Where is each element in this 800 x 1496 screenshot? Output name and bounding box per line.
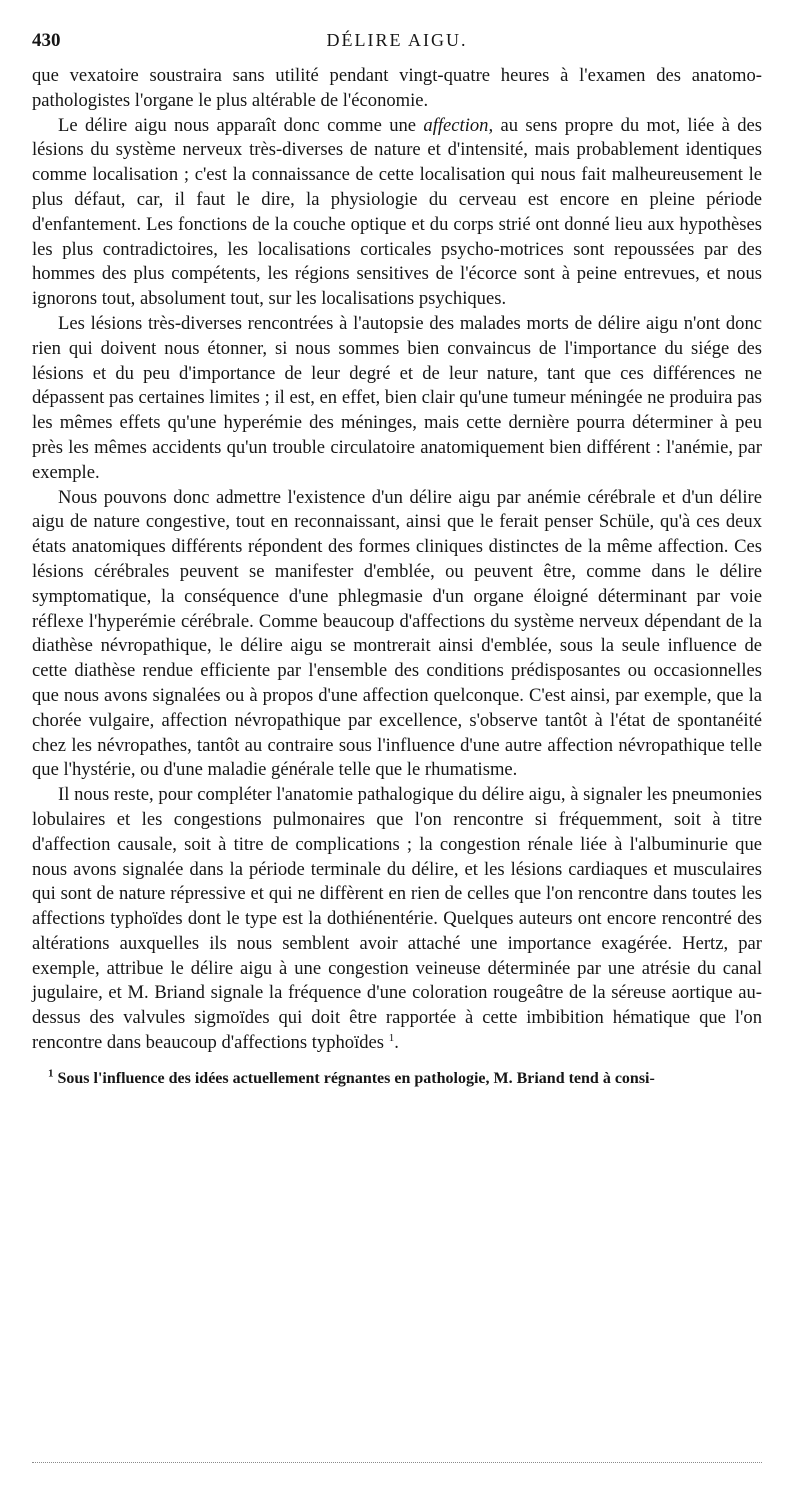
page-number: 430 — [32, 30, 61, 51]
emphasis-text: affection, — [423, 114, 494, 136]
paragraph — [32, 312, 762, 486]
footnote-text: Sous l'influence des idées actuellement régnantes en pathologie, M. Briand tend à consi- — [53, 1069, 655, 1087]
page-header — [32, 30, 762, 64]
footnote-reference: 1 — [388, 1031, 395, 1044]
paragraph-text: Le délire aigu nous apparaît donc comme une — [58, 114, 424, 136]
paragraph-text: au sens propre du mot, liée à des lésions du système nerveux très-diverses de nature et d'intensité, mais probablement identiques comme localisation ; c'est la connaissance de cette localisation qui nous fait malheureusement le plus défaut, car, il faut le dire, la physiologie du cerveau est encore en pleine période d'enfantement. Les fonctions de la couche optique et du corps strié ont donné lieu aux hypothèses les plus contradictoires, les localisations corticales psycho-motrices sont repoussées par des hommes des plus compétents, les régions sensitives de l'écorce sont à peine entrevues, et nous ignorons tout, absolument tout, sur les localisations psychiques. — [32, 114, 762, 310]
paragraph — [32, 486, 762, 784]
paragraph-text: . — [394, 1032, 399, 1054]
paragraph-text: Les lésions très-diverses rencontrées à l'autopsie des malades morts de délire aigu n'ont donc rien qui doivent nous étonner, si nous sommes bien convaincus de l'importance du siége des lésions et du peu d'importance de leur degré et de leur nature, tant que ces différences ne dépassent pas certaines limites ; il est, en effet, bien clair qu'une tumeur méningée ne produira pas les mêmes effets qu'une hyperémie des méninges, mais cette dernière pourra déterminer à peu près les mêmes accidents qu'un trouble circulatoire anatomiquement bien différent : l'anémie, par exemple. — [32, 312, 762, 483]
body-text — [32, 64, 762, 1056]
paragraph-text: que vexatoire soustraira sans utilité pendant vingt-quatre heures à l'examen des anatomo-pathologistes l'organe le plus altérable de l'économie. — [32, 65, 762, 111]
paragraph-text: Il nous reste, pour compléter l'anatomie pathalogique du délire aigu, à signaler les pneumonies lobulaires et les congestions pulmonaires que l'on rencontre si fréquemment, soit à titre d'affection causale, soit à titre de complications ; la congestion rénale liée à l'albuminurie que nous avons signalée dans la période terminale du délire, et les lésions cardiaques et musculaires qui sont de nature répressive et qui ne diffèrent en rien de celles que l'on rencontre dans toutes les affections typhoïdes dont le type est la dothiénentérie. Quelques auteurs ont encore rencontré des altérations auxquelles ils nous semblent avoir attaché une importance exagérée. Hertz, par exemple, attribue le délire aigu à une congestion veineuse déterminée par une atrésie du canal jugulaire, et M. Briand signale la fréquence d'une coloration rougeâtre de la séreuse aortique au-dessus des valvules sigmoïdes qui doit être rapportée à cette imbibition hématique que l'on rencontre dans beaucoup d'affections typhoïdes — [32, 784, 762, 1054]
footnote-marker: 1 — [48, 1067, 54, 1080]
paragraph — [32, 114, 762, 312]
paragraph — [32, 783, 762, 1056]
footnote — [32, 1068, 762, 1090]
paragraph — [32, 64, 762, 114]
running-title: DÉLIRE AIGU. — [326, 30, 468, 50]
bottom-divider — [32, 1462, 762, 1463]
paragraph-text: Nous pouvons donc admettre l'existence d'un délire aigu par anémie cérébrale et d'un délire aigu de nature congestive, tout en reconnaissant, ainsi que le ferait penser Schüle, qu'à ces deux états anatomiques différents répondent des formes cliniques distinctes de la même affection. Ces lésions cérébrales peuvent se manifester d'emblée, ou peuvent être, comme dans le délire symptomatique, la conséquence d'une phlegmasie d'un organe éloigné déterminant par voie réflexe l'hyperémie cérébrale. Comme beaucoup d'affections du système nerveux dépendant de la diathèse névropathique, le délire aigu se montrerait ainsi d'emblée, sous la seule influence de cette diathèse rendue efficiente par l'ensemble des conditions prédisposantes ou occasionnelles que nous avons signalées ou à propos d'une affection quelconque. C'est ainsi, par exemple, que la chorée vulgaire, affection névropathique par excellence, s'observe tantôt à l'état de spontanéité chez les névropathes, tantôt au contraire sous l'influence d'une autre affection névropathique telle que l'hystérie, ou d'une maladie générale telle que le rhumatisme. — [32, 486, 762, 781]
